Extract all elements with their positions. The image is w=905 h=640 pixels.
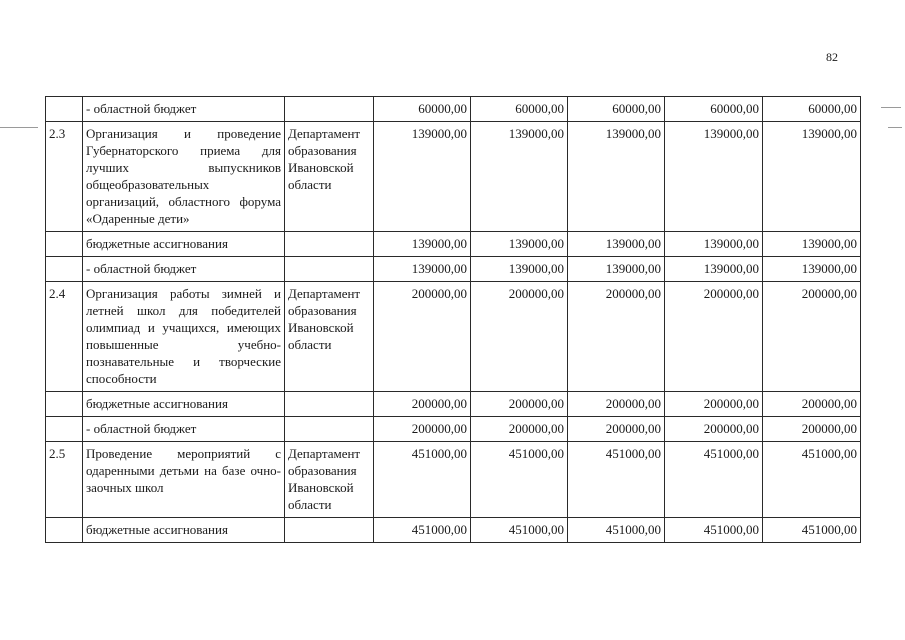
value-cell: 139000,00 [665,232,763,257]
value-cell: 60000,00 [665,97,763,122]
value-cell: 200000,00 [763,417,861,442]
row-description: Организация работы зимней и летней школ для победителей олимпиад и учащихся, имеющих повышенные учебно-познавательные и творческие способности [83,282,285,392]
table-row [46,442,861,518]
table-row [46,282,861,392]
row-department [285,97,374,122]
value-cell: 451000,00 [374,518,471,543]
value-cell: 200000,00 [665,282,763,392]
row-description: - областной бюджет [83,417,285,442]
value-cell: 200000,00 [568,282,665,392]
table-row [46,122,861,232]
value-cell: 60000,00 [568,97,665,122]
value-cell: 139000,00 [763,122,861,232]
row-index [46,417,83,442]
table-row [46,417,861,442]
row-index: 2.3 [46,122,83,232]
value-cell: 139000,00 [374,257,471,282]
row-description: бюджетные ассигнования [83,392,285,417]
row-department: Департамент образования Ивановской области [285,442,374,518]
row-description: Проведение мероприятий с одаренными детьми на базе очно-заочных школ [83,442,285,518]
page-number: 82 [826,50,838,64]
row-department [285,257,374,282]
value-cell: 139000,00 [763,257,861,282]
value-cell: 139000,00 [374,232,471,257]
table-row [46,97,861,122]
value-cell: 139000,00 [568,122,665,232]
row-description: бюджетные ассигнования [83,232,285,257]
row-index [46,232,83,257]
row-index: 2.4 [46,282,83,392]
value-cell: 451000,00 [568,518,665,543]
value-cell: 451000,00 [763,518,861,543]
value-cell: 139000,00 [665,257,763,282]
value-cell: 139000,00 [471,232,568,257]
value-cell: 200000,00 [665,392,763,417]
row-department: Департамент образования Ивановской области [285,122,374,232]
row-index [46,392,83,417]
scan-mark-right-top [881,107,901,108]
value-cell: 60000,00 [763,97,861,122]
value-cell: 200000,00 [763,282,861,392]
value-cell: 200000,00 [763,392,861,417]
value-cell: 139000,00 [568,257,665,282]
scan-mark-right-mid [888,127,902,128]
row-department [285,518,374,543]
value-cell: 139000,00 [568,232,665,257]
value-cell: 451000,00 [568,442,665,518]
value-cell: 200000,00 [374,417,471,442]
value-cell: 451000,00 [471,442,568,518]
table-row [46,232,861,257]
row-index [46,518,83,543]
value-cell: 139000,00 [665,122,763,232]
row-index [46,257,83,282]
table-row [46,518,861,543]
row-description: - областной бюджет [83,97,285,122]
value-cell: 200000,00 [374,392,471,417]
value-cell: 200000,00 [471,282,568,392]
row-department: Департамент образования Ивановской области [285,282,374,392]
value-cell: 200000,00 [374,282,471,392]
value-cell: 60000,00 [471,97,568,122]
row-description: - областной бюджет [83,257,285,282]
value-cell: 200000,00 [665,417,763,442]
value-cell: 139000,00 [374,122,471,232]
value-cell: 60000,00 [374,97,471,122]
value-cell: 139000,00 [763,232,861,257]
value-cell: 451000,00 [665,442,763,518]
value-cell: 200000,00 [568,392,665,417]
budget-table [45,96,861,543]
value-cell: 451000,00 [374,442,471,518]
row-department [285,232,374,257]
value-cell: 451000,00 [763,442,861,518]
table-row [46,257,861,282]
row-description: бюджетные ассигнования [83,518,285,543]
row-department [285,392,374,417]
scan-mark-left [0,127,38,128]
value-cell: 200000,00 [471,417,568,442]
row-index: 2.5 [46,442,83,518]
value-cell: 451000,00 [471,518,568,543]
value-cell: 451000,00 [665,518,763,543]
row-department [285,417,374,442]
table-row [46,392,861,417]
value-cell: 200000,00 [568,417,665,442]
row-description: Организация и проведение Губернаторского приема для лучших выпускников общеобразовательных организаций, областного форума «Одаренные дети» [83,122,285,232]
value-cell: 139000,00 [471,122,568,232]
row-index [46,97,83,122]
value-cell: 139000,00 [471,257,568,282]
value-cell: 200000,00 [471,392,568,417]
